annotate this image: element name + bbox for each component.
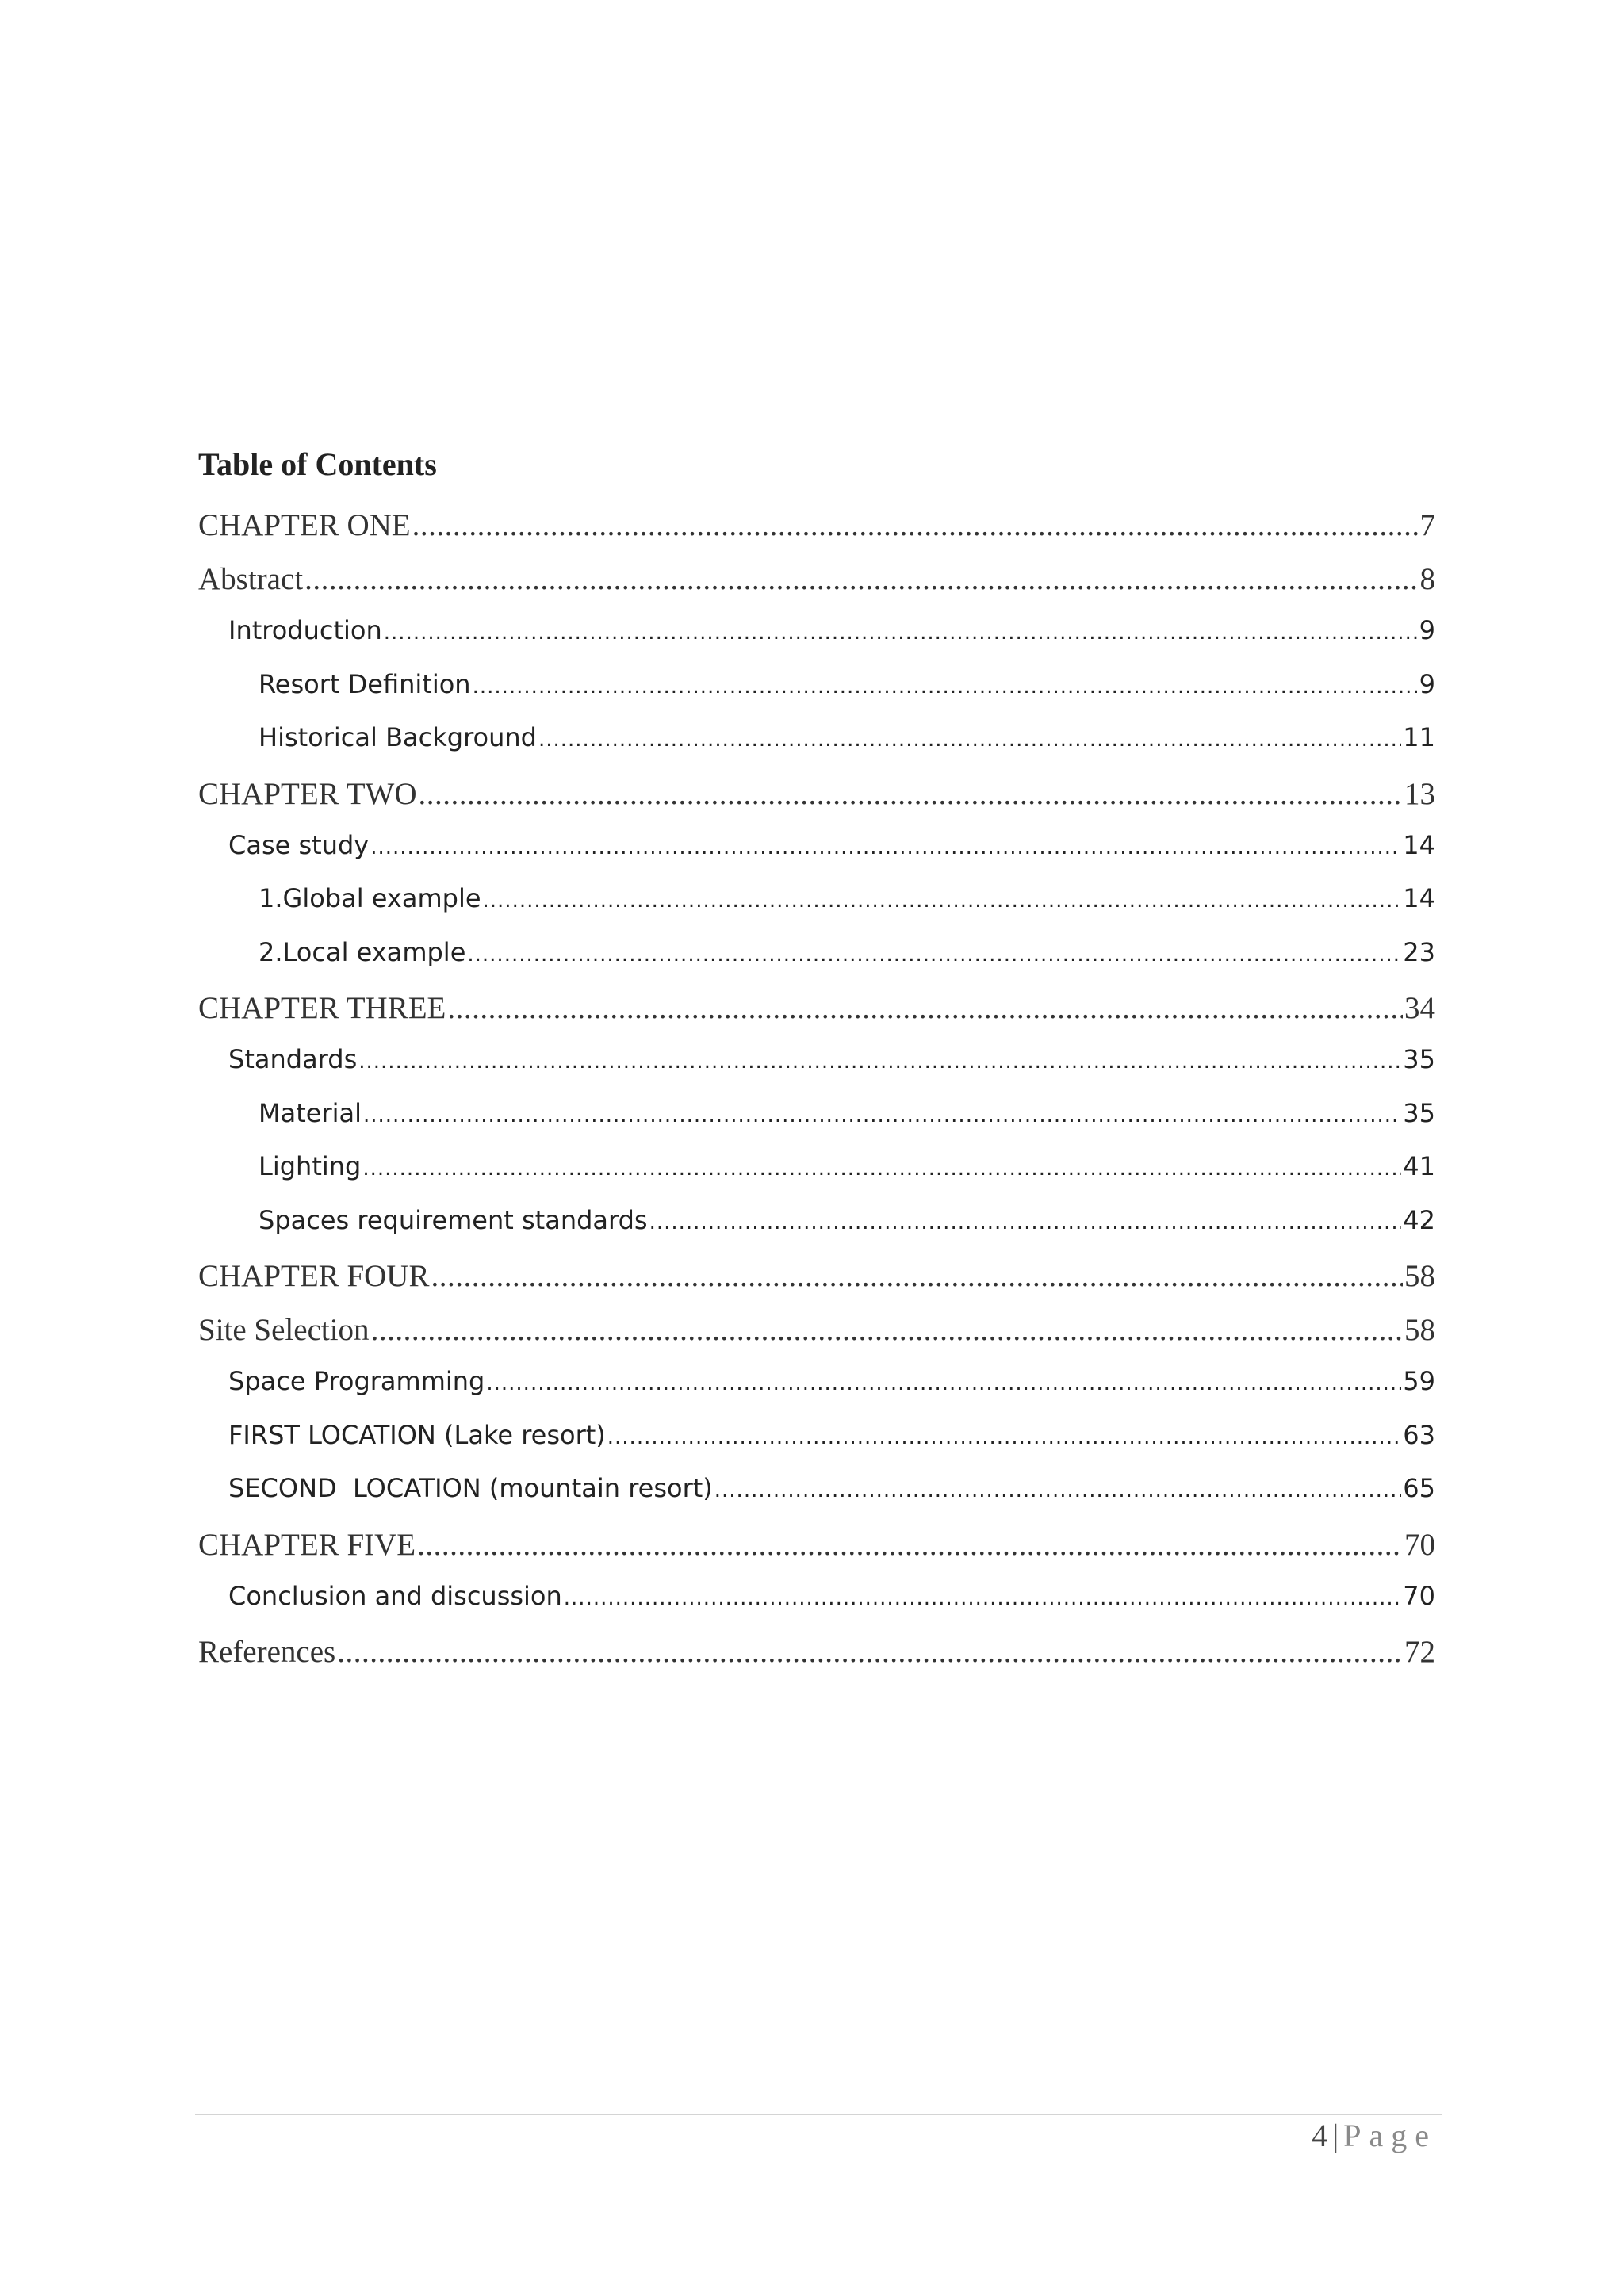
toc-entry-label: Case study (228, 829, 370, 860)
toc-leader-dots (337, 1634, 1403, 1670)
toc-entry-label: References (198, 1635, 336, 1669)
toc-entry-label: SECOND LOCATION (mountain resort) (228, 1473, 713, 1503)
toc-entry-label: Lighting (259, 1151, 362, 1181)
toc-leader-dots (412, 507, 1419, 543)
toc-title: Table of Contents (198, 446, 437, 482)
toc-entry-label: Material (259, 1097, 362, 1128)
toc-leader-dots (417, 1527, 1403, 1563)
toc-entry-references[interactable] (198, 1634, 1435, 1688)
toc-leader-dots (363, 1104, 1401, 1127)
toc-entry-page: 13 (1404, 776, 1435, 811)
toc-entry-label: CHAPTER FIVE (198, 1527, 416, 1562)
toc-leader-dots (362, 1157, 1401, 1181)
toc-entry-label: CHAPTER ONE (198, 508, 411, 542)
toc-entry-page: 58 (1404, 1313, 1435, 1347)
toc-entry-label: Abstract (198, 562, 304, 596)
toc-entry-label: 2.Local example (259, 936, 466, 967)
toc-leader-dots (370, 836, 1401, 859)
toc-entry-page: 9 (1419, 668, 1435, 699)
toc-entry-page: 70 (1404, 1527, 1435, 1562)
toc-entry-material[interactable] (198, 1098, 1435, 1152)
toc-entry-case-study[interactable] (198, 830, 1435, 884)
toc-entry-label: FIRST LOCATION (Lake resort) (228, 1419, 606, 1450)
toc-entry-page: 35 (1403, 1097, 1435, 1128)
toc-entry-page: 14 (1403, 883, 1435, 913)
toc-entry-second-location[interactable] (198, 1473, 1435, 1527)
toc-entry-page: 58 (1404, 1259, 1435, 1293)
toc-leader-dots (304, 561, 1418, 597)
toc-entry-page: 23 (1403, 936, 1435, 967)
toc-entry-chapter-four[interactable] (198, 1258, 1435, 1312)
toc-entry-spaces-requirement-standards[interactable] (198, 1205, 1435, 1259)
toc-leader-dots (564, 1586, 1402, 1610)
footer-divider (195, 2114, 1442, 2115)
toc-entry-first-location[interactable] (198, 1420, 1435, 1474)
toc-entry-lighting[interactable] (198, 1151, 1435, 1205)
toc-entry-label: Site Selection (198, 1313, 370, 1347)
toc-entry-standards[interactable] (198, 1044, 1435, 1098)
toc-entry-page: 41 (1403, 1151, 1435, 1181)
toc-leader-dots (483, 889, 1402, 913)
toc-entry-label: CHAPTER TWO (198, 776, 417, 811)
toc-entry-label: Introduction (228, 615, 382, 645)
toc-entry-chapter-five[interactable] (198, 1527, 1435, 1581)
toc-entry-page: 34 (1404, 991, 1435, 1025)
toc-entry-label: Standards (228, 1044, 358, 1074)
toc-entry-page: 70 (1403, 1580, 1435, 1611)
toc-entry-site-selection[interactable] (198, 1312, 1435, 1366)
toc-leader-dots (714, 1479, 1402, 1502)
toc-leader-dots (384, 621, 1418, 645)
toc-entry-label: Resort Definition (259, 668, 471, 699)
toc-entry-global-example[interactable] (198, 883, 1435, 937)
toc-entry-historical-background[interactable] (198, 722, 1435, 776)
toc-entry-introduction[interactable] (198, 615, 1435, 669)
toc-entry-page: 42 (1403, 1204, 1435, 1235)
footer-page-word: Page (1343, 2118, 1437, 2153)
toc-entry-page: 9 (1419, 615, 1435, 645)
toc-entry-label: Spaces requirement standards (259, 1204, 648, 1235)
toc-entry-chapter-one[interactable] (198, 507, 1435, 561)
toc-entry-abstract[interactable] (198, 561, 1435, 615)
toc-leader-dots (607, 1425, 1402, 1449)
toc-entry-page: 7 (1419, 508, 1435, 542)
toc-leader-dots (358, 1050, 1401, 1073)
toc-leader-dots (371, 1312, 1403, 1348)
toc-entry-label: CHAPTER THREE (198, 991, 446, 1025)
toc-entry-label: CHAPTER FOUR (198, 1259, 430, 1293)
toc-entry-conclusion[interactable] (198, 1581, 1435, 1635)
toc-entry-space-programming[interactable] (198, 1366, 1435, 1420)
toc-leader-dots (431, 1258, 1403, 1294)
toc-leader-dots (447, 990, 1403, 1026)
toc-entry-page: 35 (1403, 1044, 1435, 1074)
page-footer (1312, 2117, 1437, 2154)
footer-separator: | (1332, 2118, 1339, 2153)
toc-entry-label: Space Programming (228, 1366, 485, 1396)
toc-leader-dots (467, 943, 1401, 966)
toc-leader-dots (419, 776, 1403, 812)
toc-entry-page: 14 (1403, 829, 1435, 860)
toc-leader-dots (649, 1211, 1402, 1234)
toc-entry-label: Historical Background (259, 722, 537, 752)
toc-entry-label: 1.Global example (259, 883, 481, 913)
toc-leader-dots (473, 675, 1418, 698)
toc-entry-page: 72 (1404, 1635, 1435, 1669)
footer-page-number: 4 (1312, 2118, 1328, 2153)
toc-leader-dots (486, 1372, 1401, 1395)
toc-list (198, 507, 1435, 1688)
toc-leader-dots (538, 728, 1401, 752)
toc-entry-chapter-two[interactable] (198, 776, 1435, 830)
toc-entry-local-example[interactable] (198, 937, 1435, 991)
toc-entry-page: 65 (1403, 1473, 1435, 1503)
toc-entry-page: 8 (1419, 562, 1435, 596)
toc-entry-label: Conclusion and discussion (228, 1580, 562, 1611)
toc-entry-page: 63 (1403, 1419, 1435, 1450)
toc-entry-chapter-three[interactable] (198, 990, 1435, 1044)
toc-entry-resort-definition[interactable] (198, 669, 1435, 723)
toc-entry-page: 11 (1403, 722, 1435, 752)
toc-entry-page: 59 (1403, 1366, 1435, 1396)
